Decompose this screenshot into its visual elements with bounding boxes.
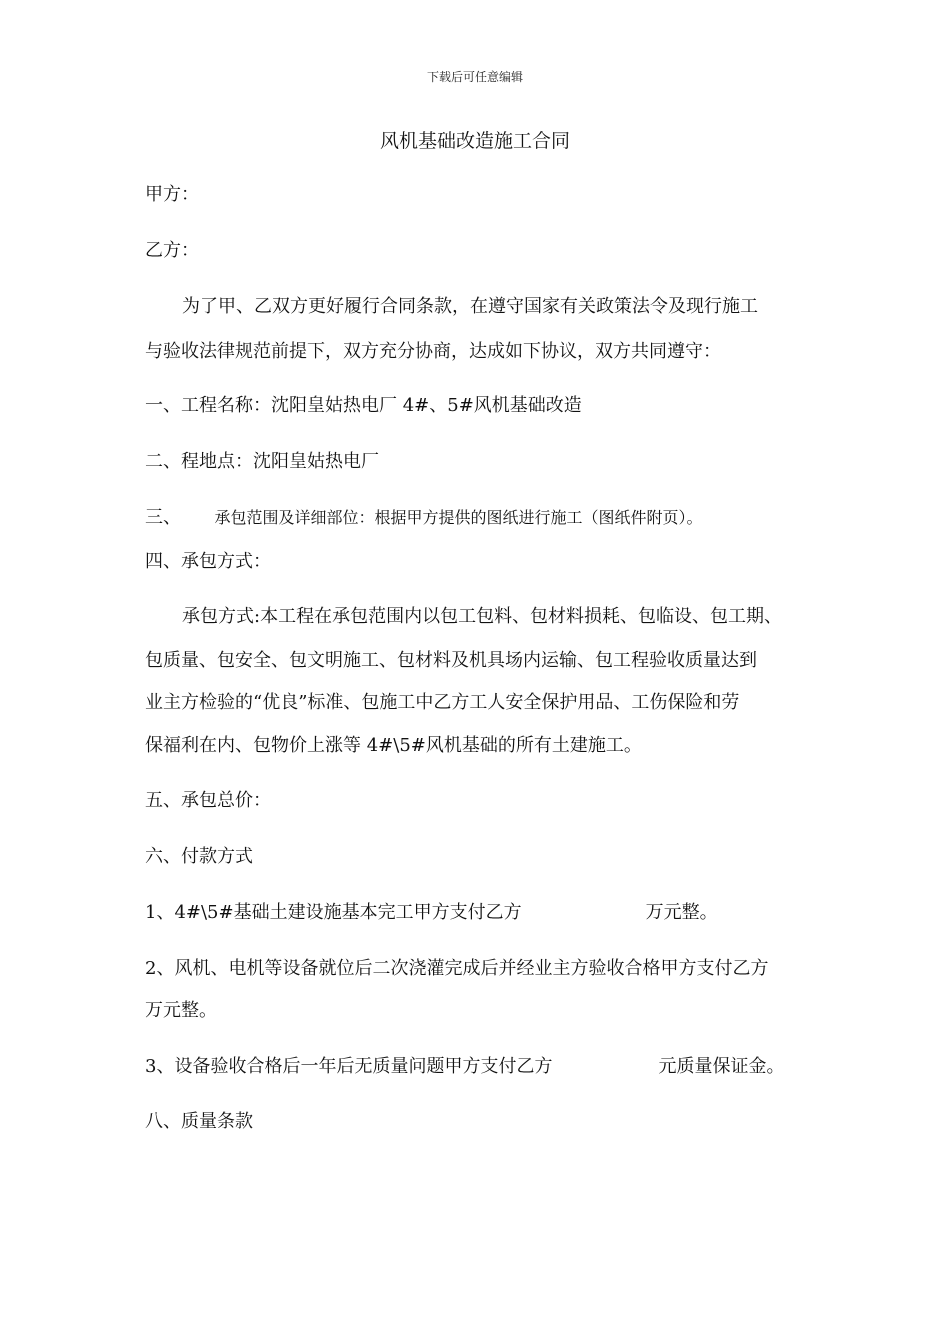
clause-total-price: 五、承包总价： — [145, 790, 271, 811]
payment-item-3-unit: 元质量保证金。 — [658, 1056, 785, 1077]
preamble-line-2: 与验收法律规范前提下，双方充分协商，达成如下协议，双方共同遵守： — [145, 341, 721, 362]
party-a-label: 甲方： — [145, 184, 199, 205]
clause-project-location: 二、程地点：沈阳皇姑热电厂 — [145, 451, 379, 472]
header-note: 下载后可任意编辑 — [426, 70, 523, 84]
contract-method-line-3: 业主方检验的“优良”标准、包施工中乙方工人安全保护用品、工伤保险和劳 — [145, 692, 740, 713]
payment-item-2: 2、风机、电机等设备就位后二次浇灌完成后并经业主方验收合格甲方支付乙方 — [145, 958, 769, 979]
clause-contract-method: 四、承包方式： — [145, 551, 271, 572]
payment-item-2-unit: 万元整。 — [145, 1000, 217, 1021]
payment-item-3 — [145, 1056, 784, 1078]
contract-method-line-4: 保福利在内、包物价上涨等 4#\5#风机基础的所有土建施工。 — [145, 735, 642, 756]
clause-scope — [145, 507, 702, 529]
party-b-label: 乙方： — [145, 240, 199, 261]
payment-item-1-text: 1、4#\5#基础土建设施基本完工甲方支付乙方 — [145, 902, 522, 923]
clause-scope-text: 承包范围及详细部位：根据甲方提供的图纸进行施工（图纸件附页）。 — [214, 508, 703, 527]
payment-item-3-text: 3、设备验收合格后一年后无质量问题甲方支付乙方 — [145, 1056, 553, 1077]
document-title: 风机基础改造施工合同 — [379, 130, 570, 152]
payment-item-1-unit: 万元整。 — [645, 902, 718, 923]
clause-quality: 八、质量条款 — [145, 1111, 253, 1132]
contract-method-line-2: 包质量、包安全、包文明施工、包材料及机具场内运输、包工程验收质量达到 — [145, 650, 757, 671]
clause-project-name: 一、工程名称：沈阳皇姑热电厂 4#、5#风机基础改造 — [145, 395, 582, 416]
contract-method-line-1: 承包方式:本工程在承包范围内以包工包料、包材料损耗、包临设、包工期、 — [182, 606, 783, 627]
preamble-line-1: 为了甲、乙双方更好履行合同条款，在遵守国家有关政策法令及现行施工 — [182, 296, 758, 317]
payment-item-1 — [145, 902, 718, 924]
clause-payment: 六、付款方式 — [145, 846, 253, 867]
clause-scope-number: 三、 — [145, 507, 181, 528]
